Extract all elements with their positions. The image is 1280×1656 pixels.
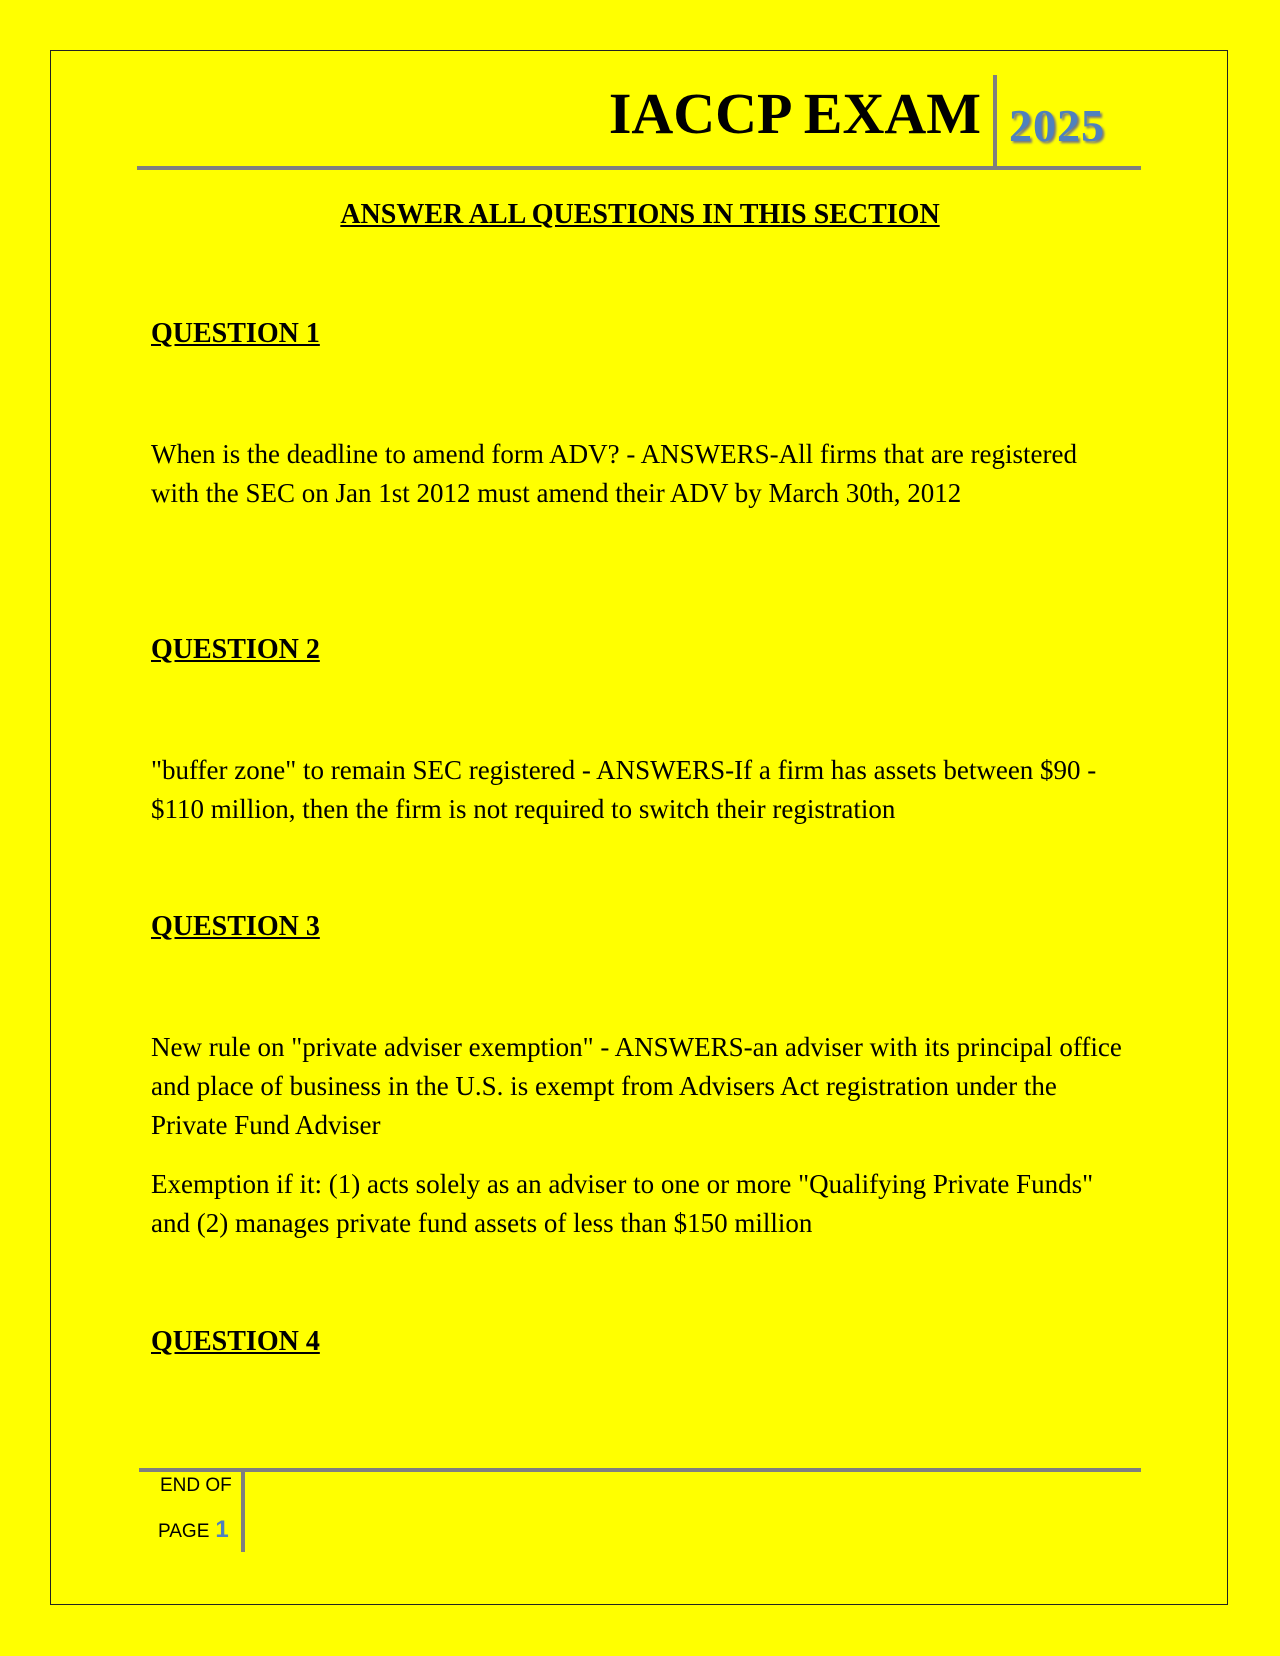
footer-page-number: 1 [215,1516,229,1543]
question-heading: QUESTION 4 [151,1326,320,1357]
question-heading: QUESTION 2 [151,634,320,665]
page-header [137,75,1141,167]
question-answer: "buffer zone" to remain SEC registered - ANSWERS-If a firm has assets between $90 - $110 million, then the firm is not required to switch their registration [151,755,1097,824]
section-heading: ANSWER ALL QUESTIONS IN THIS SECTION [340,199,940,230]
header-rule [137,166,1141,170]
footer-end-label: END OF [160,1475,232,1496]
header-divider [993,75,997,167]
exam-year: 2025 [1009,100,1105,151]
question-answer: When is the deadline to amend form ADV? - ANSWERS-All firms that are registered with the SEC on Jan 1st 2012 must amend their ADV by March 30th, 2012 [151,439,1078,508]
footer-rule [139,1468,1141,1472]
footer-page-label [158,1518,229,1542]
footer-page-text: PAGE [158,1521,210,1542]
question-heading: QUESTION 1 [151,318,320,349]
question-answer-continued: Exemption if it: (1) acts solely as an adviser to one or more "Qualifying Private Funds" and (2) manages private fund assets of less than $150 million [151,1169,1094,1238]
question-heading: QUESTION 3 [151,911,320,942]
footer-divider [241,1472,245,1552]
question-answer: New rule on "private adviser exemption" - ANSWERS-an adviser with its principal office and place of business in the U.S. is exempt from Advisers Act registration under the Private Fund Adviser [151,1032,1122,1140]
exam-title: IACCP EXAM [608,81,981,146]
